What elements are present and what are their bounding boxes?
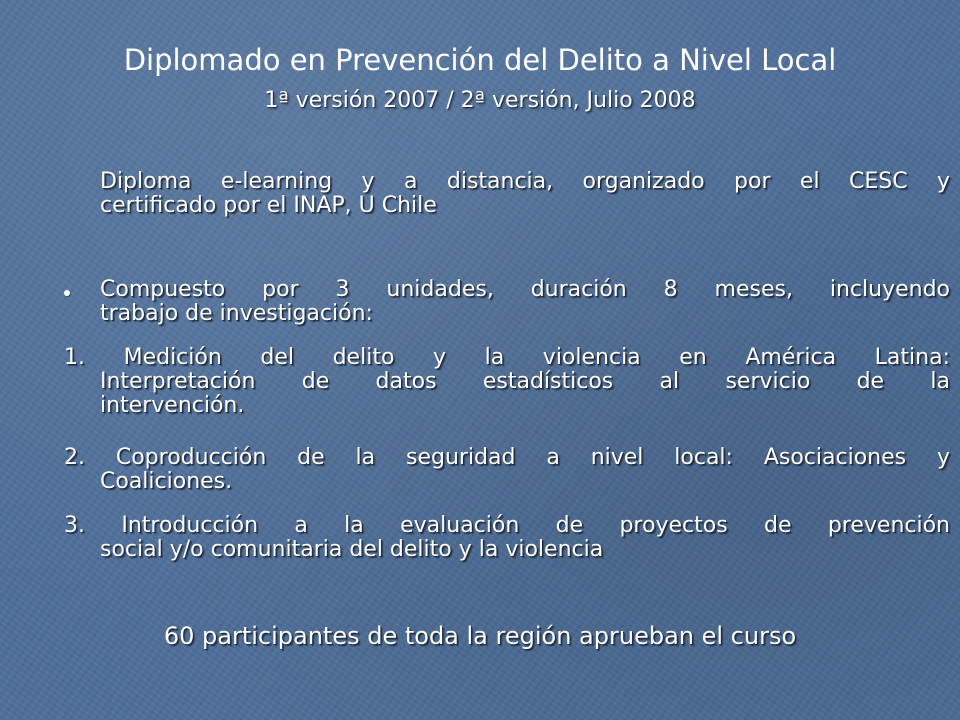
unit-1-line-1: 1. Medición del delito y la violencia en América Latina: [64,345,950,370]
unit-2-line-2: Coaliciones. [100,469,233,494]
bullet-line-2: trabajo de investigación: [100,301,373,326]
summary-footer: 60 participantes de toda la región aprueban el curso [163,622,797,650]
unit-3-line-2: social y/o comunitaria del delito y la violencia [100,537,604,562]
intro-line-2: certificado por el INAP, U Chile [100,193,437,218]
bullet-paragraph [100,278,950,326]
unit-2-line-1: 2. Coproducción de la seguridad a nivel local: Asociaciones y [64,445,950,470]
unit-1-line-3: intervención. [100,393,245,418]
unit-item-2 [64,446,950,494]
bullet-line-1: Compuesto por 3 unidades, duración 8 meses, incluyendo [100,277,950,302]
bullet-icon [64,290,70,296]
intro-line-1: Diploma e-learning y a distancia, organizado por el CESC y [100,169,950,194]
unit-1-line-2: Interpretación de datos estadísticos al servicio de la [100,369,950,394]
unit-3-line-1: 3. Introducción a la evaluación de proyectos de prevención [64,513,950,538]
unit-item-3 [64,514,950,562]
unit-item-1 [64,346,950,418]
slide-title: Diplomado en Prevención del Delito a Nivel Local [123,43,837,77]
intro-paragraph [100,170,950,218]
slide-subtitle: 1ª versión 2007 / 2ª versión, Julio 2008 [264,88,696,113]
